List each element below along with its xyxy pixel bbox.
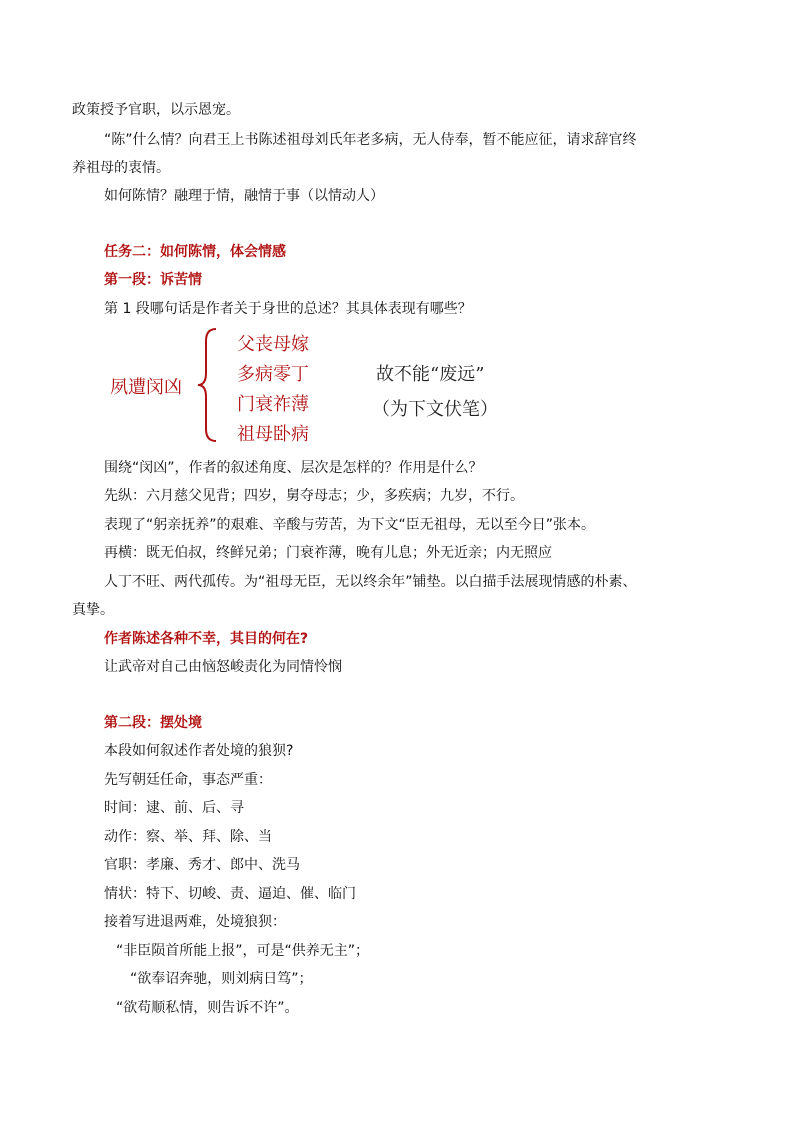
diagram-conclusion: 故不能“废远”: [376, 364, 485, 385]
text-line: 本段如何叙述作者处境的狼狈?: [104, 743, 294, 759]
quote-line: “非臣陨首所能上报”，可是“供养无主”；: [116, 943, 370, 959]
diagram-item: 多病零丁: [237, 364, 309, 385]
section-heading: 任务二：如何陈情，体会情感: [104, 244, 286, 260]
text-line: 先写朝廷任命，事态严重：: [104, 772, 272, 788]
subsection-heading: 第一段：诉苦情: [104, 272, 202, 288]
text-line: 时间：逮、前、后、寻: [104, 800, 244, 816]
text-line: 情状：特下、切峻、责、逼迫、催、临门: [104, 886, 356, 902]
brace-icon: [196, 327, 220, 443]
diagram-item: 祖母卧病: [237, 424, 309, 445]
text-line: “陈”什么情？向君王上书陈述祖母刘氏年老多病，无人侍奉，暂不能应征，请求辞官终: [104, 132, 637, 148]
diagram-note: （为下文伏笔）: [372, 399, 498, 420]
question-heading: 作者陈述各种不幸，其目的何在?: [104, 631, 309, 647]
text-line: 如何陈情？融理于情，融情于事（以情动人）: [104, 188, 384, 204]
quote-line: “欲苟顺私情，则告诉不许”。: [116, 1000, 299, 1016]
diagram-item: 父丧母嫁: [237, 334, 309, 355]
text-line: 让武帝对自己由恼怒峻责化为同情怜悯: [104, 659, 342, 675]
text-line: 表现了“躬亲抚养”的艰难、辛酸与劳苦，为下文“臣无祖母，无以至今日”张本。: [104, 517, 596, 533]
diagram-item: 门衰祚薄: [237, 394, 309, 415]
question-line: 第 1 段哪句话是作者关于身世的总述？其具体表现有哪些？: [104, 301, 472, 317]
text-line: 政策授予官职，以示恩宠。: [72, 102, 240, 118]
subsection-heading: 第二段：摆处境: [104, 715, 202, 731]
text-line: 真挚。: [72, 602, 114, 618]
text-line: 接着写进退两难，处境狼狈：: [104, 914, 286, 930]
text-line: 人丁不旺、两代孤传。为“祖母无臣，无以终余年”铺垫。以白描手法展现情感的朴素、: [104, 574, 637, 590]
text-line: 养祖母的衷情。: [72, 160, 170, 176]
text-line: 先纵：六月慈父见背；四岁，舅夺母志；少，多疾病；九岁，不行。: [104, 488, 524, 504]
text-line: 围绕“闵凶”，作者的叙述角度、层次是怎样的？作用是什么？: [104, 460, 483, 476]
text-line: 再横：既无伯叔，终鲜兄弟；门衰祚薄，晚有儿息；外无近亲；内无照应: [104, 545, 552, 561]
quote-line: “欲奉诏奔驰，则刘病日笃”；: [130, 971, 313, 987]
text-line: 官职：孝廉、秀才、郎中、洗马: [104, 857, 300, 873]
text-line: 动作：察、举、拜、除、当: [104, 829, 272, 845]
diagram-root-label: 夙遭闵凶: [110, 377, 182, 398]
